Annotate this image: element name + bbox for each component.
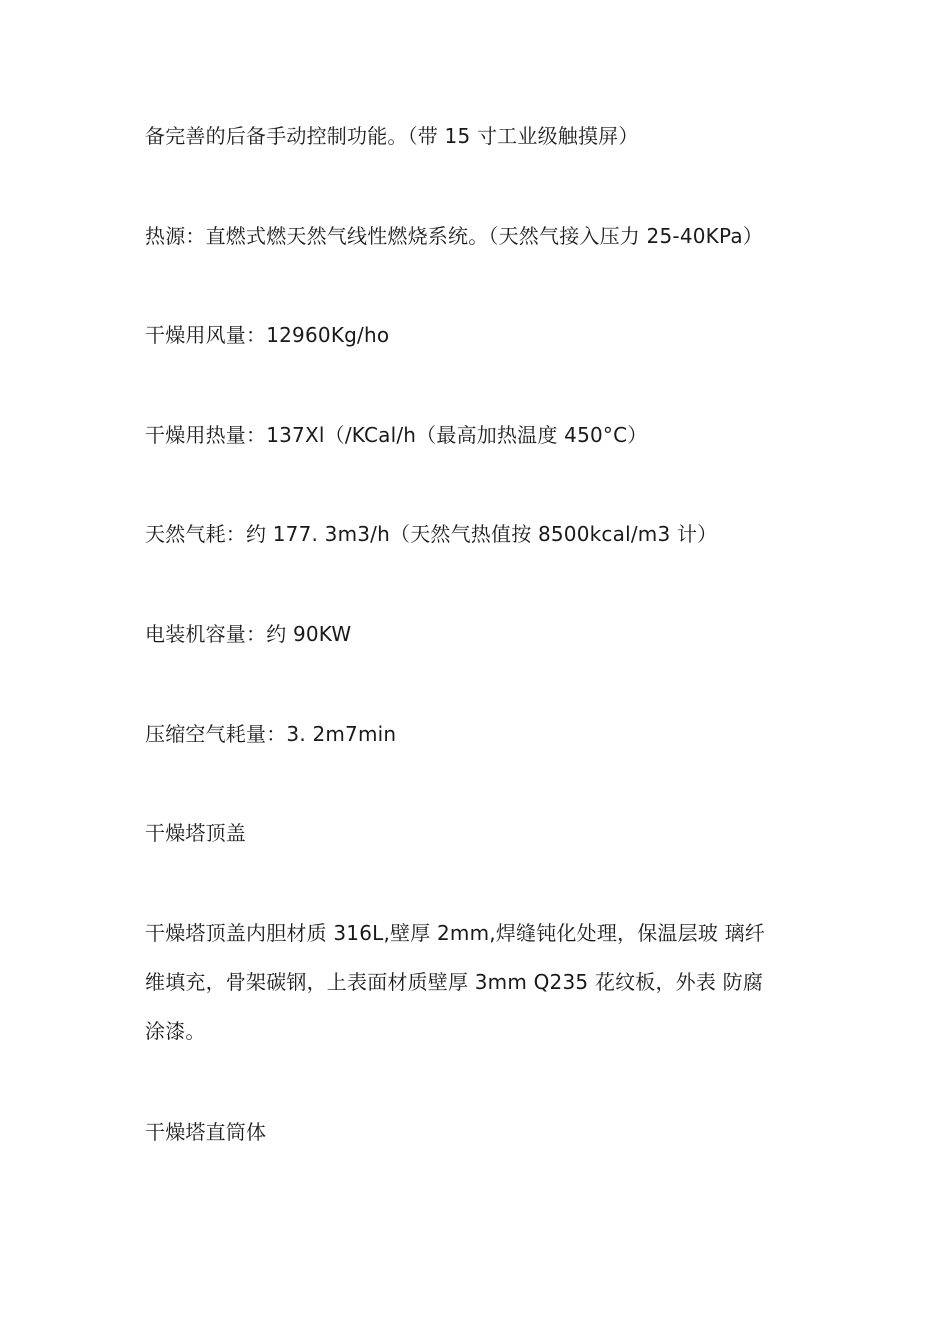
text-line-heat-amount: 干燥用热量：137Xl（/KCal/h（最高加热温度 450°C） — [145, 423, 648, 447]
section-heading-tower-body: 干燥塔直筒体 — [145, 1120, 267, 1144]
text-line-heat-source: 热源：直燃式燃天然气线性燃烧系统。（天然气接入压力 25-40KPa） — [145, 224, 764, 248]
paragraph-line-3: 涂漆。 — [145, 1019, 206, 1043]
text-line-air-volume: 干燥用风量：12960Kg/ho — [145, 323, 390, 347]
tower-cover-paragraph — [145, 909, 815, 1056]
text-line-power-capacity: 电装机容量：约 90KW — [145, 622, 352, 646]
text-line-compressed-air: 压缩空气耗量：3. 2m7min — [145, 722, 397, 746]
paragraph-line-2: 维填充，骨架碳钢，上表面材质壁厚 3mm Q235 花纹板，外表 防腐 — [145, 970, 764, 994]
text-line-gas-consumption: 天然气耗：约 177. 3m3/h（天然气热值按 8500kcal/m3 计） — [145, 522, 718, 546]
text-line-touchscreen: 备完善的后备手动控制功能。（带 15 寸工业级触摸屏） — [145, 124, 639, 148]
paragraph-line-1: 干燥塔顶盖内胆材质 316L,壁厚 2mm,焊缝钝化处理，保温层玻 璃纤 — [145, 921, 765, 945]
section-heading-tower-cover: 干燥塔顶盖 — [145, 821, 246, 845]
